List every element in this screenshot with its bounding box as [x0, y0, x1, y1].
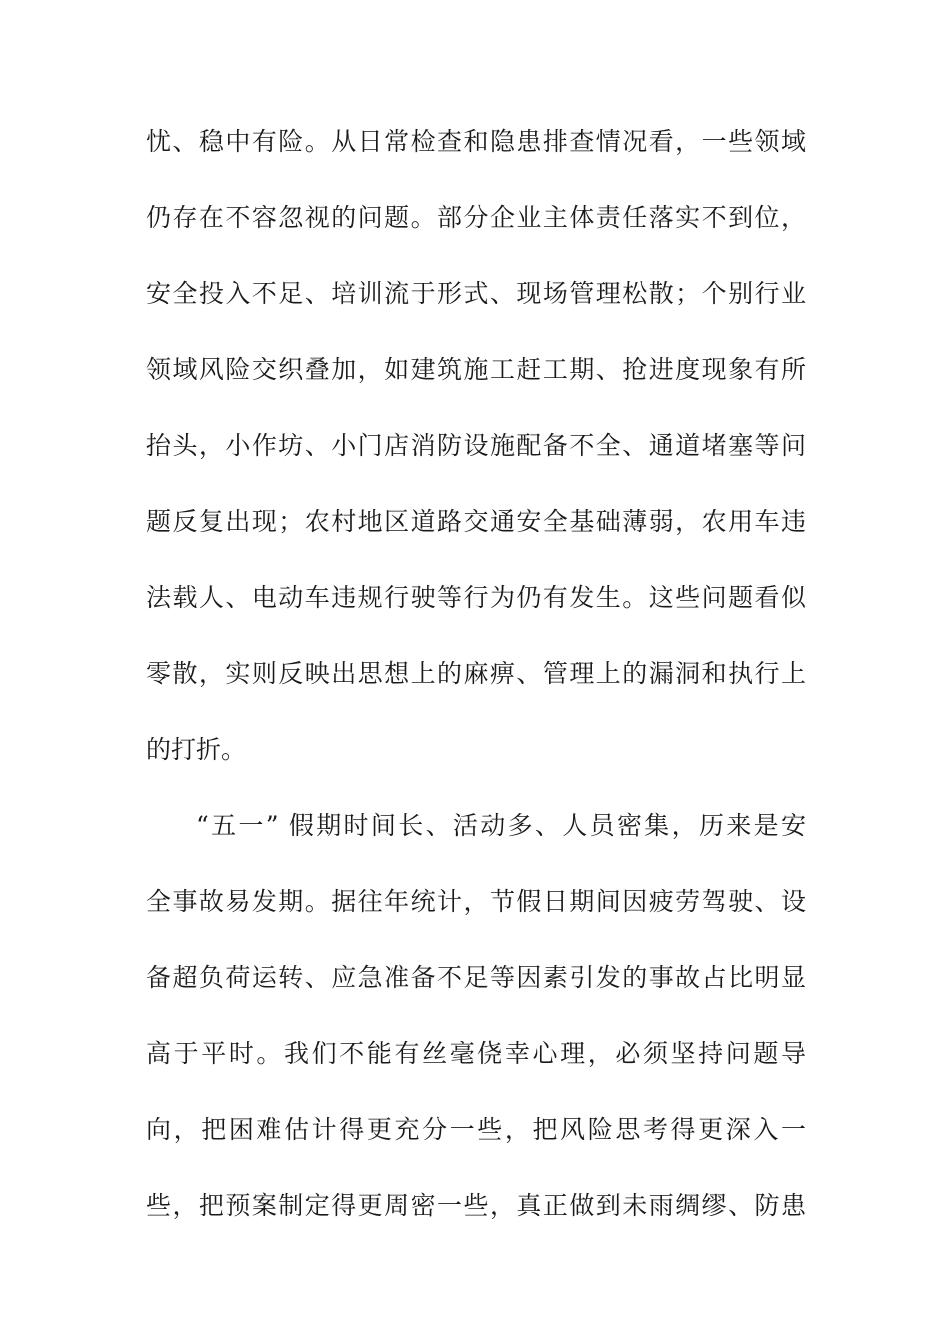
paragraph-line: 向，把困难估计得更充分一些，把风险思考得更深入一: [146, 1115, 806, 1144]
paragraph-line: 些，把预案制定得更周密一些，真正做到未雨绸缪、防患: [146, 1191, 806, 1220]
paragraph-line: 安全投入不足、培训流于形式、现场管理松散；个别行业: [146, 279, 806, 308]
paragraph-line: 高于平时。我们不能有丝毫侥幸心理，必须坚持问题导: [146, 1039, 806, 1068]
paragraph-line: 零散，实则反映出思想上的麻痹、管理上的漏洞和执行上: [146, 659, 806, 688]
paragraph-line: 领域风险交织叠加，如建筑施工赶工期、抢进度现象有所: [146, 355, 806, 384]
paragraph-line: 的打折。: [146, 735, 247, 764]
paragraph-line: 忧、稳中有险。从日常检查和隐患排查情况看，一些领域: [146, 127, 806, 156]
paragraph-line: 全事故易发期。据往年统计，节假日期间因疲劳驾驶、设: [146, 887, 806, 916]
paragraph-line: 抬头，小作坊、小门店消防设施配备不全、通道堵塞等问: [146, 431, 806, 460]
paragraph-line: “五一” 假期时间长、活动多、人员密集，历来是安: [196, 811, 806, 840]
paragraph-line: 题反复出现；农村地区道路交通安全基础薄弱，农用车违: [146, 507, 806, 536]
paragraph-line: 仍存在不容忽视的问题。部分企业主体责任落实不到位，: [146, 203, 806, 232]
paragraph-line: 备超负荷运转、应急准备不足等因素引发的事故占比明显: [146, 963, 806, 992]
paragraph-line: 法载人、电动车违规行驶等行为仍有发生。这些问题看似: [146, 583, 806, 612]
